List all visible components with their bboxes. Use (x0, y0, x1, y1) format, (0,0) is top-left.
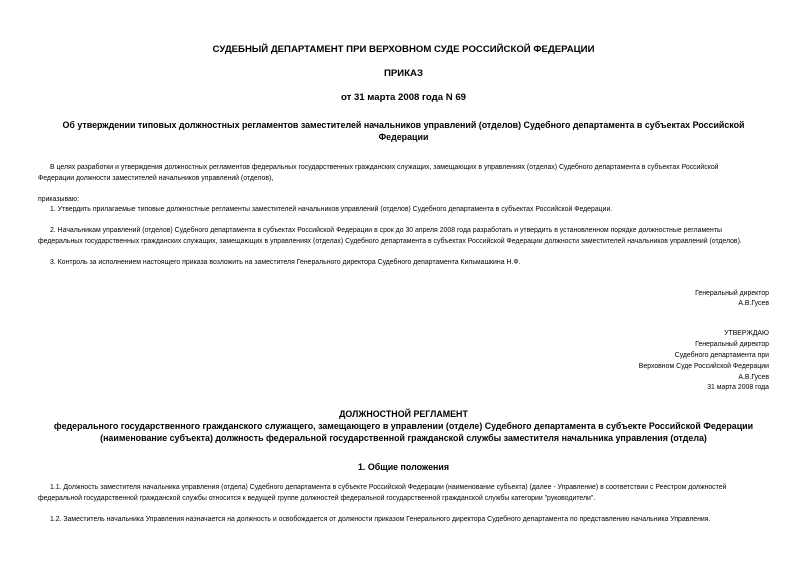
order-date: от 31 марта 2008 года N 69 (340, 92, 467, 103)
approval-department: Судебного департамента при (674, 352, 769, 359)
item-3: 3. Контроль за исполнением настоящего приказа возложить на заместителя Генерального директора Судебного департамента Кильмашкина Н.Ф. (50, 259, 521, 266)
prikazyvayu-label: приказываю: (38, 196, 79, 203)
paragraph-1-1-line1: 1.1. Должность заместителя начальника управления (отдела) Судебного департамента в субъекте Российской Федерации (наименование субъекта) (далее - Управление) в соответствии с Реестром должностей (50, 484, 727, 491)
item-2-line1: 2. Начальникам управлений (отделов) Судебного департамента в субъектах Российской Федерации в срок до 30 апреля 2008 года разработать и утвердить в установленном порядке должностные регламенты (50, 227, 722, 234)
department-heading: СУДЕБНЫЙ ДЕПАРТАМЕНТ ПРИ ВЕРХОВНОМ СУДЕ РОССИЙСКОЙ ФЕДЕРАЦИИ (212, 44, 595, 55)
paragraph-1-1-line2: федеральной государственной гражданской службы относится к ведущей группе должностей федеральной государственной гражданской службы категории "руководители". (38, 495, 596, 502)
regulation-subtitle-line1: федерального государственного гражданского служащего, замещающего в управлении (отделе) Судебного департамента в субъекте Российской Федерации (53, 421, 754, 431)
order-heading: ПРИКАЗ (384, 68, 423, 79)
signature-position: Генеральный директор (695, 290, 769, 297)
approval-position: Генеральный директор (695, 341, 769, 348)
regulation-subtitle-line2: (наименование субъекта) должность федеральной государственной гражданской службы заместителя начальника управления (отдела) (100, 433, 707, 443)
approval-court: Верховном Суде Российской Федерации (638, 363, 769, 370)
intro-line2: Федерации должности заместителей начальников управлений (отделов), (38, 175, 274, 182)
item-1: 1. Утвердить прилагаемые типовые должностные регламенты заместителей начальников управлений (отделов) Судебного департамента в субъектах Российской Федерации. (50, 206, 613, 213)
section-1-heading: 1. Общие положения (357, 462, 450, 472)
approval-date: 31 марта 2008 года (707, 384, 769, 391)
approval-name: А.В.Гусев (738, 374, 769, 381)
signature-name: А.В.Гусев (738, 300, 769, 307)
paragraph-1-2: 1.2. Заместитель начальника Управления назначается на должность и освобождается от должности приказом Генерального директора Судебного департамента по представлению начальника Управления. (50, 516, 711, 523)
item-2-line2: федеральных государственных гражданских служащих, замещающих в управлениях (отделах) Судебного департамента в субъектах Российской Федерации должности заместителей начальников управлений (отделов). (38, 238, 742, 245)
regulation-title: ДОЛЖНОСТНОЙ РЕГЛАМЕНТ (339, 409, 468, 419)
intro-line1: В целях разработки и утверждения должностных регламентов федеральных государственных гражданских служащих, замещающих в управлениях (отделах) Судебного департамента в субъектах Российской (50, 164, 719, 171)
order-title-line2: Федерации (378, 132, 429, 142)
approval-heading: УТВЕРЖДАЮ (724, 330, 769, 337)
order-title-line1: Об утверждении типовых должностных регламентов заместителей начальников управлений (отделов) Судебного департамента в субъектах Российской (62, 120, 745, 130)
